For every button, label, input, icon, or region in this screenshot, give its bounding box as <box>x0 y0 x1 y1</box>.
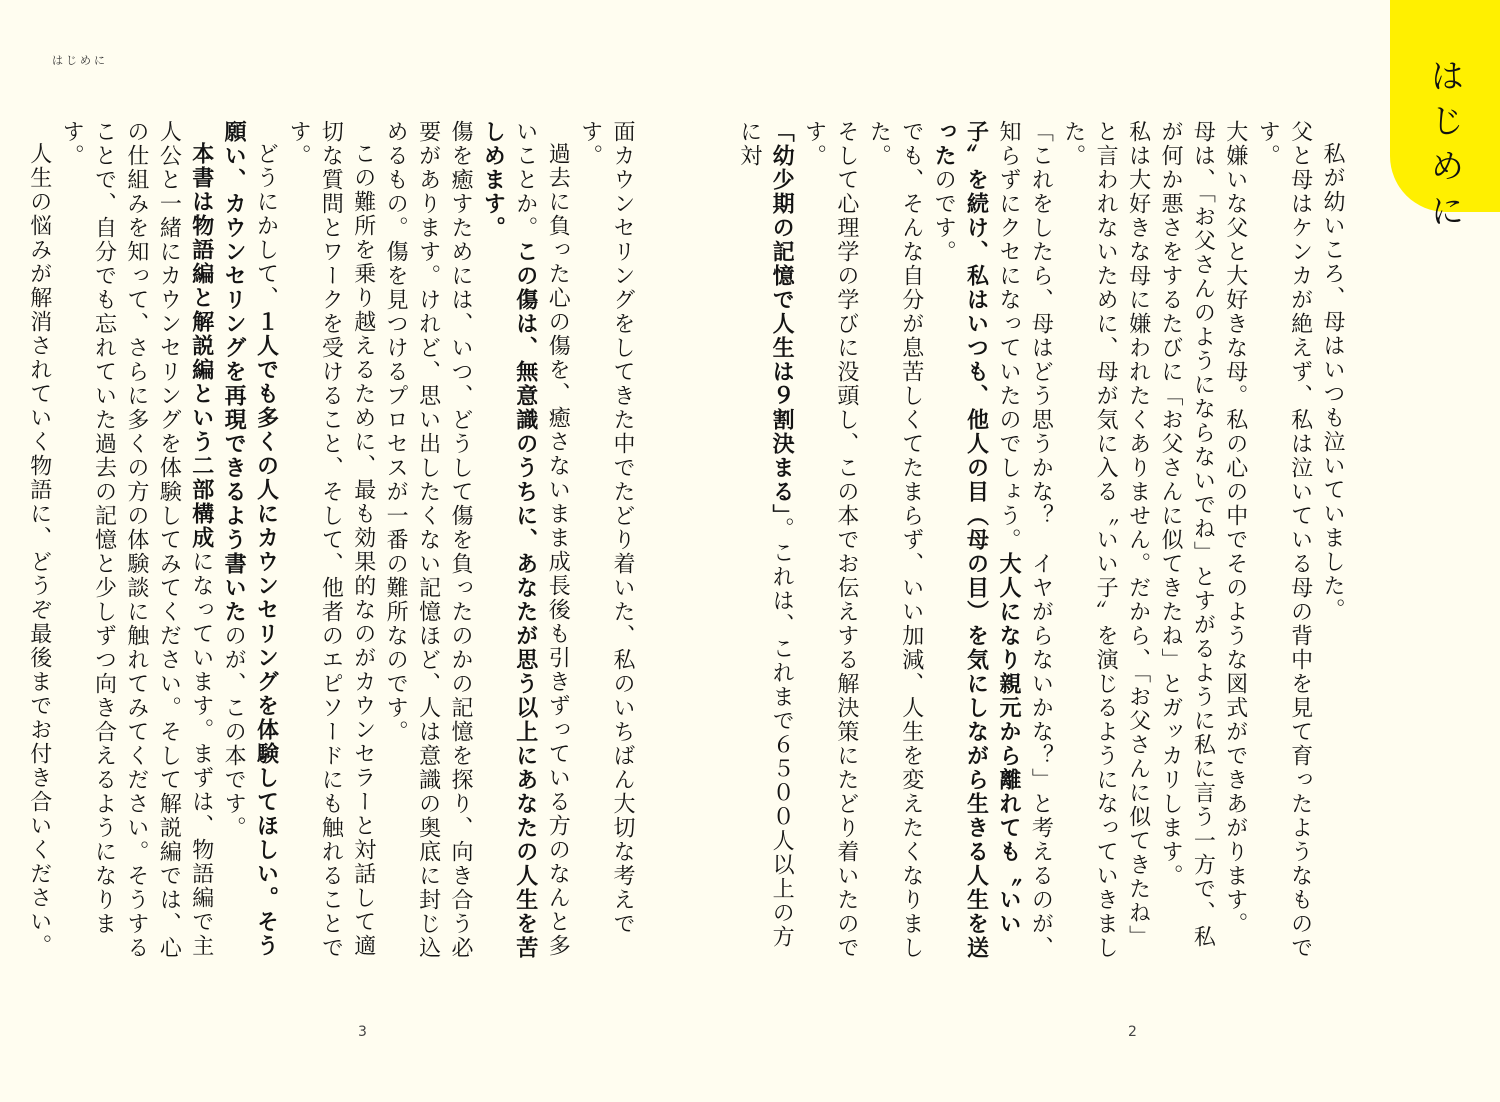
running-head: はじめに <box>52 54 108 67</box>
paragraph <box>927 120 1057 970</box>
body-text: 大嫌いな父と大好きな母。私の心の中でそのような図式ができあがります。 <box>1222 120 1248 936</box>
body-text: 父と母はケンカが絶えず、私は泣いている母の背中を見て育ったようなものです。 <box>1255 120 1313 960</box>
body-text: 面カウンセリングをしてきた中でたどり着いた、私のいちばん大切な考えです。 <box>577 120 635 936</box>
body-text: 人生の悩みが解消されていく物語に、どうぞ最後までお付き合いください。 <box>26 142 52 958</box>
left-page-body <box>26 120 638 970</box>
emphasis-text: 大人になり親元から離れても〝いい子〟を続け、私はいつも、他人の目（母の目）を気にしながら生きる人生を送った <box>931 120 1021 960</box>
body-text: 傷を癒すためには、いつ、どうして傷を負ったのかの記憶を探り、向き合う必要があります。けれど、思い出したくない記憶ほど、人は意識の奥底に封じ込めるもの。傷を見つけるプロセスが一番の難所なのです。 <box>383 120 473 960</box>
paragraph <box>1056 120 1153 970</box>
body-text: 私は大好きな母に嫌われたくありません。だから、「お父さんに似てきたね」と言われないために、母が気に入る〝いい子〟を演じるようになっていきました。 <box>1060 120 1151 960</box>
paragraph <box>573 120 638 970</box>
body-text: でも、そんな自分が息苦しくてたまらず、いい加減、人生を変えたくなりました。 <box>866 120 924 960</box>
body-text: になっています。まずは、物語編で主人公と一緒にカウンセリングを体験してみてください。そして解説編では、心の仕組みを知って、さらに多くの方の体験談に触れてみてください。そうすることで、自分でも忘れていた過去の記憶と少しずつ向き合えるようになります。 <box>59 120 214 960</box>
body-text: のです。 <box>931 168 957 264</box>
paragraph <box>862 120 927 970</box>
emphasis-text: この傷は、無意識のうちに、あなたが思う以上にあなたの人生を苦しめます。 <box>480 120 538 960</box>
paragraph <box>1251 120 1316 970</box>
chapter-title: はじめに <box>1424 58 1464 238</box>
page-number-left: 3 <box>358 1024 367 1040</box>
paragraph <box>732 120 797 970</box>
emphasis-text: １人でも多くの人にカウンセリングを体験してほしい。そう願い、カウンセリングを再現できるよう書いた <box>221 120 279 958</box>
emphasis-text: 本書は物語編と解説編という二部構成 <box>188 142 214 550</box>
body-text: そして心理学の学びに没頭し、この本でお伝えする解決策にたどり着いたのです。 <box>801 120 859 960</box>
paragraph <box>217 120 282 970</box>
body-text: 過去に負った心の傷を、癒さないまま成長後も引きずっている方のなんと多いことか。 <box>512 120 571 958</box>
body-text: この難所を乗り越えるために、最も効果的なのがカウンセラーと対話して適切な質問とワークを受けること、そして、他者のエピソードにも触れることです。 <box>285 120 376 960</box>
emphasis-text: 「幼少期の記憶で人生は９割決まる」 <box>769 120 795 517</box>
paragraph <box>476 120 573 970</box>
paragraph <box>55 120 217 970</box>
body-text: 母は、「お父さんのようにならないでね」とすがるように私に言う一方で、私が何か悪さをするたびに「お父さんに似てきたね」とガッカリします。 <box>1157 120 1216 949</box>
paragraph <box>1154 120 1219 970</box>
body-text: 。これは、これまで６５００人以上の方に対 <box>736 120 795 949</box>
body-text: 「これをしたら、母はどう思うかな？ イヤがらないかな？」と考えるのが、知らずにクセになっていたのでしょう。 <box>995 120 1054 960</box>
paragraph <box>1218 120 1250 970</box>
body-text: 私が幼いころ、母はいつも泣いていました。 <box>1320 142 1345 622</box>
paragraph <box>1316 120 1348 970</box>
right-page-body <box>736 120 1348 970</box>
paragraph <box>22 120 54 970</box>
paragraph <box>797 120 862 970</box>
paragraph <box>379 120 476 970</box>
body-text: のが、この本です。 <box>221 624 247 840</box>
body-text: どうにかして、 <box>253 142 279 310</box>
page-number-right: 2 <box>1128 1024 1137 1040</box>
paragraph <box>282 120 379 970</box>
